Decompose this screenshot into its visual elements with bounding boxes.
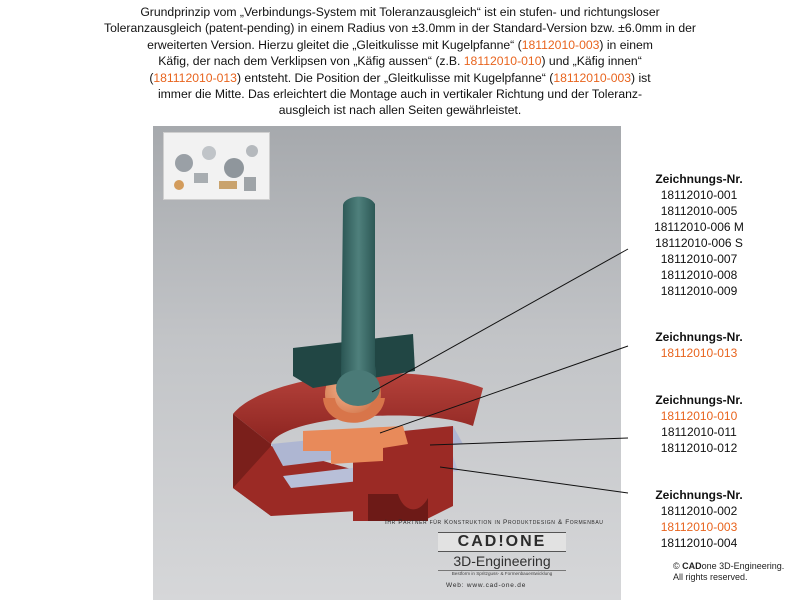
drawing-number: 18112010-005 xyxy=(660,204,738,218)
drawing-number: 18112010-013 xyxy=(660,346,738,360)
copyright-brand-bold: CAD xyxy=(682,561,702,571)
company-tagline: Ihr Partner für Konstruktion in Produktdesign & Formenbau xyxy=(385,519,604,526)
intro-line-5-b: ) entsteht. Die Position der „Gleitkulisse mit Kugelpfanne“ ( xyxy=(236,70,554,85)
drawing-number: 18112010-012 xyxy=(660,441,738,455)
intro-line-3-a: erweiterten Version. Hierzu gleitet die „Gleitkulisse mit Kugelpfanne“ ( xyxy=(147,37,522,52)
drawing-number: 18112010-003 xyxy=(660,520,738,534)
part-code-013: 181112010-013 xyxy=(153,70,237,85)
intro-line-3-b: ) in einem xyxy=(599,37,653,52)
label-group-slide xyxy=(624,487,774,551)
leader-line-2 xyxy=(380,346,628,433)
leader-line-4 xyxy=(440,467,628,493)
copyright-line-2: All rights reserved. xyxy=(673,572,748,582)
copyright-notice xyxy=(673,561,798,583)
company-website: Web: www.cad-one.de xyxy=(446,582,527,589)
drawing-number: 18112010-002 xyxy=(660,504,738,518)
leader-line-1 xyxy=(372,249,628,392)
intro-line-5-c: ) ist xyxy=(631,70,651,85)
part-code-003: 18112010-003 xyxy=(521,37,600,52)
label-group-heading: Zeichnungs-Nr. xyxy=(655,393,743,407)
part-code-010: 18112010-010 xyxy=(463,54,542,69)
copyright-symbol: © xyxy=(673,561,680,571)
logo-subtitle: 3D-Engineering xyxy=(453,553,551,569)
label-group-inner-cage xyxy=(624,329,774,361)
intro-line-4-a: Käfig, der nach dem Verklipsen von „Käfig aussen“ (z.B. xyxy=(158,54,464,69)
label-group-pin xyxy=(624,171,774,299)
copyright-line-1 xyxy=(673,561,798,572)
logo-claim: Bestform in Spritzguss- & Formenbauentwicklung xyxy=(438,570,566,577)
logo-wordmark: CAD!ONE xyxy=(438,532,566,552)
intro-line-6: immer die Mitte. Das erleichtert die Montage auch in vertikaler Richtung und der Toleranz- xyxy=(157,87,643,102)
intro-line-2: Toleranzausgleich (patent-pending) in einem Radius von ±3.0mm in der Standard-Version bzw. ±6.0mm in der xyxy=(104,21,696,36)
leader-line-3 xyxy=(430,438,628,445)
drawing-number: 18112010-008 xyxy=(660,268,738,282)
label-group-heading: Zeichnungs-Nr. xyxy=(655,330,743,344)
label-group-heading: Zeichnungs-Nr. xyxy=(655,172,743,186)
part-code-003-second: 18112010-003 xyxy=(553,70,632,85)
drawing-number: 18112010-007 xyxy=(660,252,738,266)
intro-line-1: Grundprinzip vom „Verbindungs-System mit Toleranzausgleich“ ist ein stufen- und richtungsloser xyxy=(140,5,660,19)
drawing-number: 18112010-006 S xyxy=(655,236,743,250)
drawing-number: 18112010-011 xyxy=(661,425,737,439)
drawing-number: 18112010-004 xyxy=(660,536,738,550)
label-group-heading: Zeichnungs-Nr. xyxy=(655,488,743,502)
drawing-number: 18112010-009 xyxy=(660,284,738,298)
intro-line-7: ausgleich ist nach allen Seiten gewährleistet. xyxy=(278,103,522,118)
drawing-number: 18112010-001 xyxy=(660,188,738,202)
drawing-number: 18112010-010 xyxy=(660,409,738,423)
label-group-outer-cage xyxy=(624,392,774,456)
copyright-brand-rest: one 3D-Engineering. xyxy=(701,561,785,571)
drawing-number: 18112010-006 M xyxy=(654,220,744,234)
intro-line-4-b: ) und „Käfig innen“ xyxy=(541,54,642,69)
intro-line-5-a: ( xyxy=(149,70,154,85)
